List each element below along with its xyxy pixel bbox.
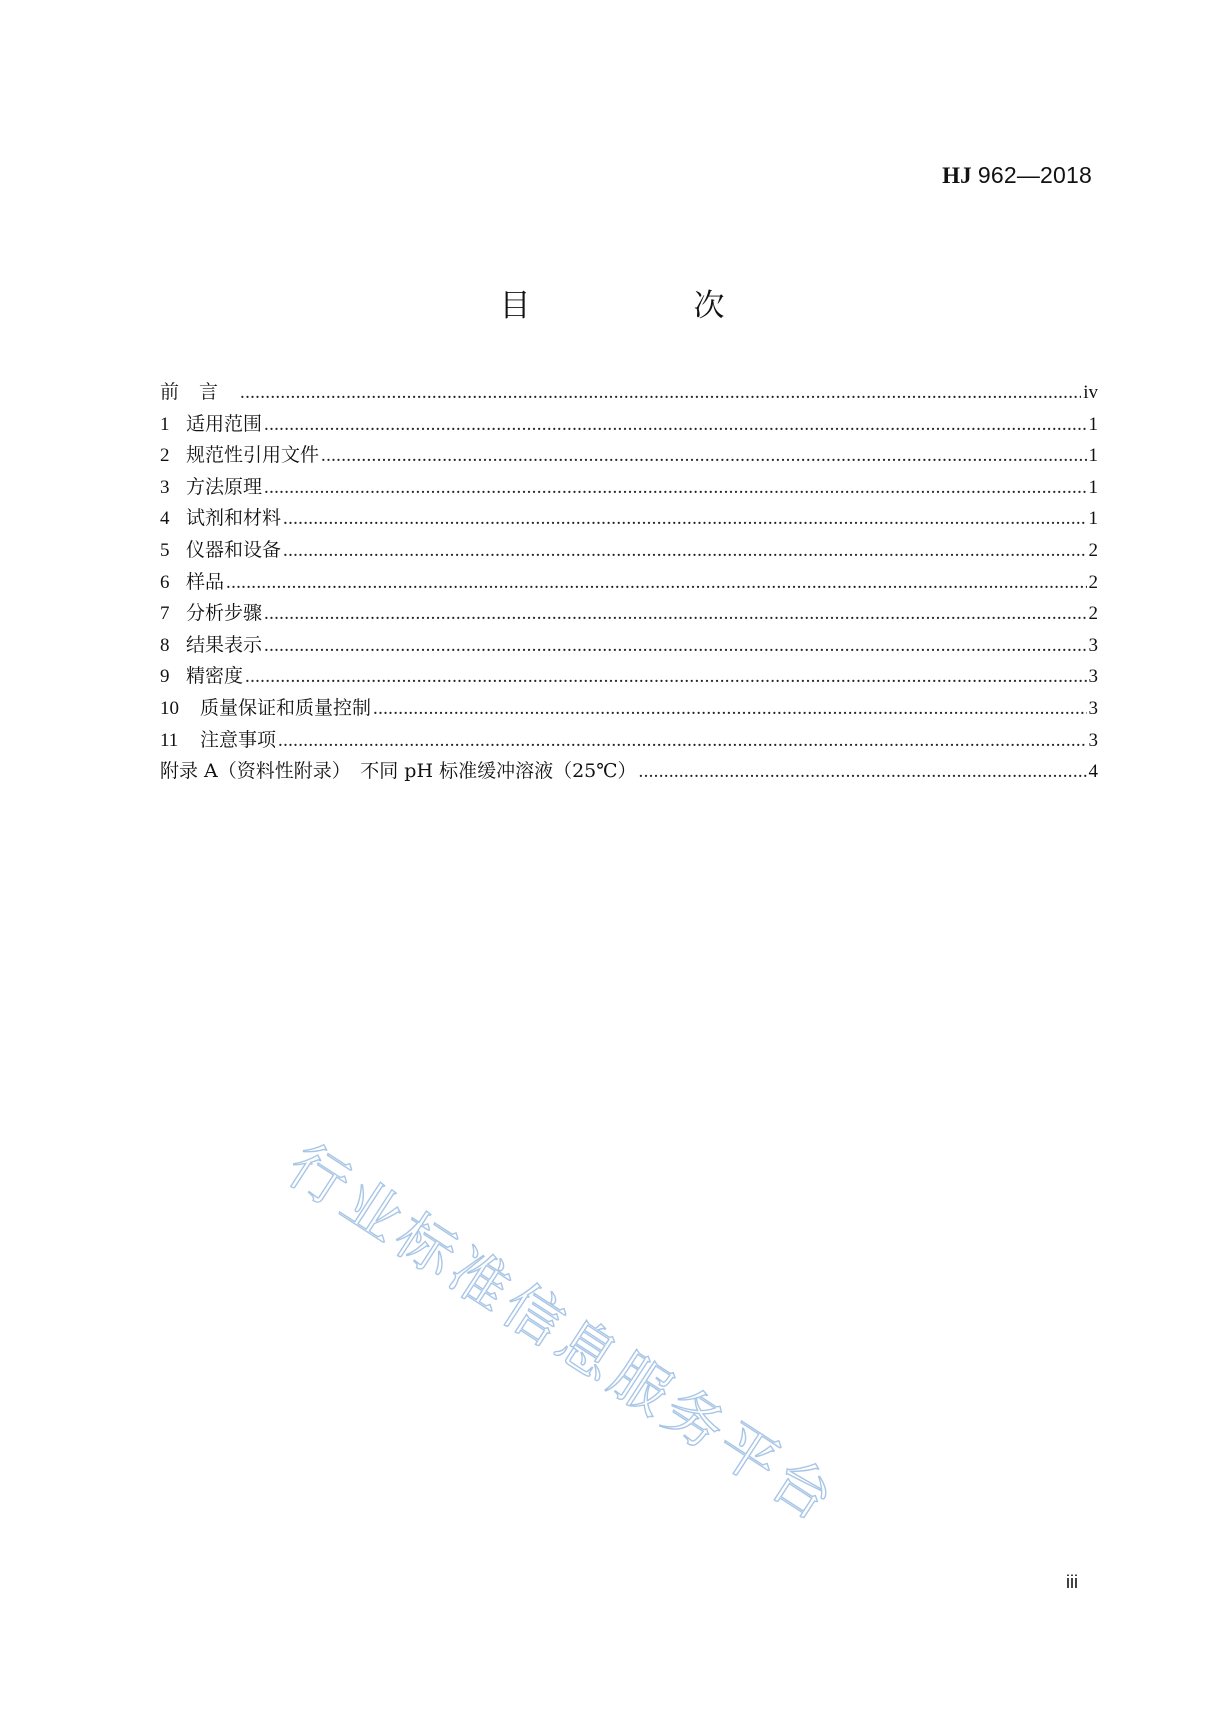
- toc-entry-number: 11: [160, 729, 179, 751]
- toc-entry-number: 7: [160, 603, 170, 625]
- watermark-text: 行业标准信息服务平台: [275, 1130, 850, 1537]
- toc-entry-label: 质量保证和质量控制: [200, 696, 372, 719]
- toc-entry-label: 仪器和设备: [186, 538, 282, 561]
- toc-entry-label: 适用范围: [186, 412, 263, 435]
- toc-entry[interactable]: [160, 598, 1098, 630]
- toc-entry-page: 3: [1088, 697, 1098, 719]
- toc-entry-page: 3: [1088, 634, 1098, 656]
- toc-entry[interactable]: [160, 567, 1098, 599]
- toc-entry-number: 4: [160, 508, 170, 530]
- toc-entry[interactable]: [160, 725, 1098, 757]
- toc-entry-number: 1: [160, 413, 170, 435]
- toc-title: 目 次: [499, 288, 791, 324]
- document-code-number: 962—2018: [977, 162, 1092, 188]
- toc-leader-dots: [245, 661, 1086, 693]
- toc-entry[interactable]: [160, 503, 1098, 535]
- toc-entry[interactable]: [160, 661, 1098, 693]
- toc-entry-label: 注意事项: [200, 728, 277, 751]
- toc-entry-page: 3: [1088, 729, 1098, 751]
- toc-entry-label: 方法原理: [186, 475, 263, 498]
- document-code-prefix: HJ: [942, 163, 972, 188]
- document-code: [942, 162, 1092, 189]
- toc-entry[interactable]: [160, 535, 1098, 567]
- toc-entry-number: 2: [160, 445, 170, 467]
- toc-entry-label: 分析步骤: [186, 602, 263, 625]
- toc-entry-label: 样品: [186, 570, 225, 593]
- toc-entry-number: 8: [160, 634, 170, 656]
- toc-leader-dots: [321, 440, 1086, 472]
- toc-entry[interactable]: [160, 377, 1098, 409]
- toc-entry[interactable]: [160, 693, 1098, 725]
- toc-entry-label: 前言: [160, 381, 239, 403]
- toc-entry-number: 5: [160, 539, 170, 561]
- toc-leader-dots: [283, 503, 1086, 535]
- toc-leader-dots: [373, 693, 1086, 725]
- toc-leader-dots: [639, 756, 1087, 788]
- toc-entry-number: 10: [160, 697, 179, 719]
- toc-entry[interactable]: [160, 409, 1098, 441]
- page-number: iii: [1066, 1572, 1078, 1592]
- toc-leader-dots: [264, 598, 1086, 630]
- toc-leader-dots: [283, 535, 1086, 567]
- toc-entry-number: 6: [160, 571, 170, 593]
- toc-entry-page: 1: [1088, 445, 1098, 467]
- toc-leader-dots: [264, 409, 1086, 441]
- toc-entry-number: 3: [160, 476, 170, 498]
- toc-leader-dots: [226, 567, 1086, 599]
- toc-entry[interactable]: [160, 630, 1098, 662]
- toc-entry-page: 1: [1088, 413, 1098, 435]
- toc-entry-number: 9: [160, 666, 170, 688]
- toc-entry-label: 结果表示: [186, 633, 263, 656]
- toc-entry-page: iv: [1083, 382, 1098, 403]
- toc-entry[interactable]: [160, 440, 1098, 472]
- toc-leader-dots: [264, 472, 1086, 504]
- toc-entry-label: 精密度: [186, 665, 244, 688]
- toc-entry[interactable]: [160, 472, 1098, 504]
- toc-entry-page: 2: [1088, 603, 1098, 625]
- toc-leader-dots: [240, 377, 1081, 409]
- toc-entry-page: 3: [1088, 666, 1098, 688]
- toc-entry-appendix[interactable]: [160, 756, 1098, 788]
- toc-entry-page: 4: [1088, 761, 1098, 783]
- toc-entry-page: 1: [1088, 476, 1098, 498]
- toc-entry-page: 1: [1088, 508, 1098, 530]
- toc-leader-dots: [278, 725, 1086, 757]
- toc-entry-page: 2: [1088, 571, 1098, 593]
- toc-entry-label: 附录 A（资料性附录） 不同 pH 标准缓冲溶液（25℃）: [160, 760, 637, 783]
- toc-entry-page: 2: [1088, 539, 1098, 561]
- toc-entry-label: 试剂和材料: [186, 507, 282, 530]
- toc-leader-dots: [264, 630, 1086, 662]
- toc-entry-label: 规范性引用文件: [186, 444, 320, 467]
- table-of-contents: [160, 377, 1098, 788]
